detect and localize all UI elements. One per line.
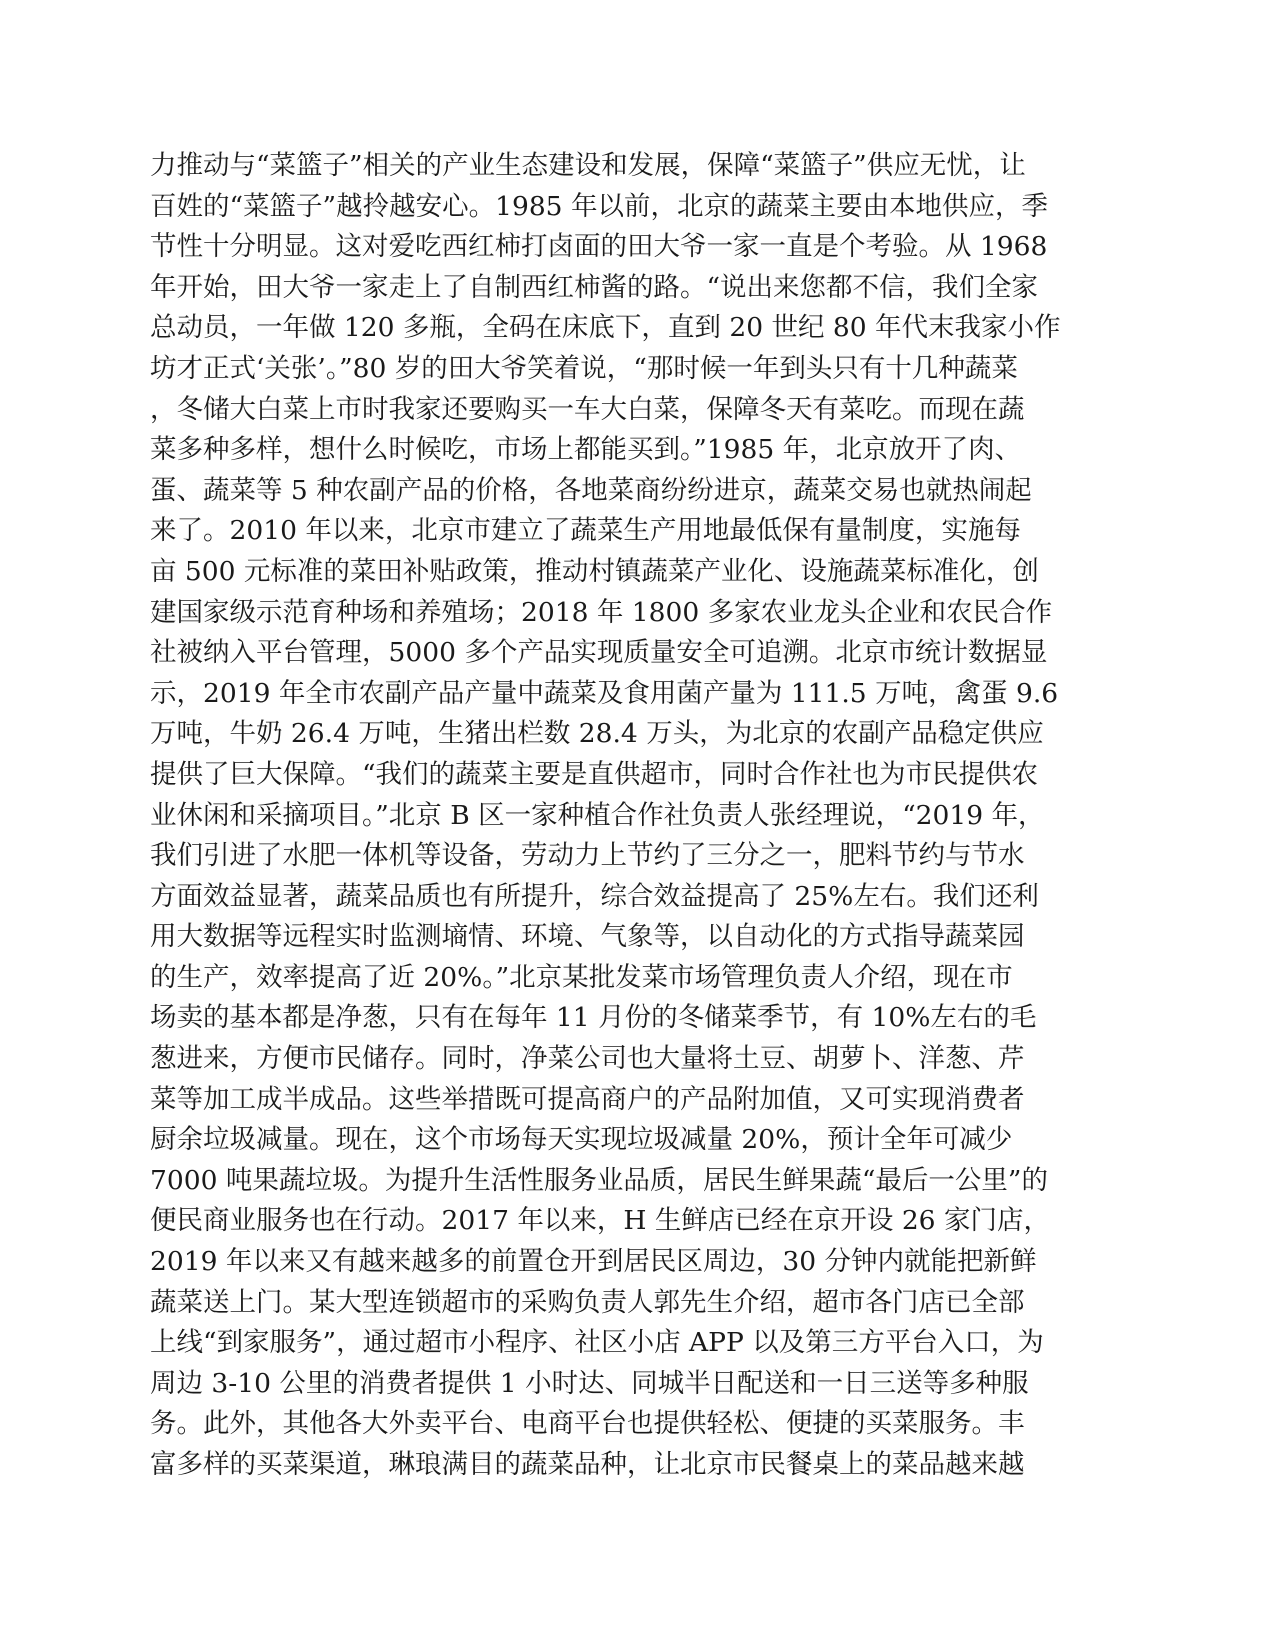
text-line: 年开始，田大爷一家走上了自制西红柿酱的路。“说出来您都不信，我们全家	[150, 271, 1039, 303]
text-line: 富多样的买菜渠道，琳琅满目的蔬菜品种，让北京市民餐桌上的菜品越来越	[150, 1449, 1025, 1480]
text-line: 业休闲和采摘项目。”北京 B 区一家种植合作社负责人张经理说，“2019 年，	[150, 799, 1045, 831]
text-line: 方面效益显著，蔬菜品质也有所提升，综合效益提高了 25%左右。我们还利	[150, 880, 1039, 912]
text-line: 提供了巨大保障。“我们的蔬菜主要是直供超市，同时合作社也为市民提供农	[150, 758, 1039, 790]
text-line: 7000 吨果蔬垃圾。为提升生活性服务业品质，居民生鲜果蔬“最后一公里”的	[150, 1164, 1048, 1196]
text-line: 蛋、蔬菜等 5 种农副产品的价格，各地菜商纷纷进京，蔬菜交易也就热闹起	[150, 474, 1032, 506]
text-line: 我们引进了水肥一体机等设备，劳动力上节约了三分之一，肥料节约与节水	[150, 840, 1025, 872]
text-line: 示，2019 年全市农副产品产量中蔬菜及食用菌产量为 111.5 万吨，禽蛋 9.6	[150, 677, 1059, 709]
text-line: 上线“到家服务”，通过超市小程序、社区小店 APP 以及第三方平台入口，为	[150, 1327, 1044, 1359]
text-line: 节性十分明显。这对爱吃西红柿打卤面的田大爷一家一直是个考验。从 1968	[150, 231, 1048, 263]
text-line: 总动员，一年做 120 多瓶，全码在床底下，直到 20 世纪 80 年代末我家小作	[150, 312, 1061, 344]
text-line: 葱进来，方便市民储存。同时，净菜公司也大量将土豆、胡萝卜、洋葱、芹	[150, 1043, 1025, 1075]
text-line: 社被纳入平台管理，5000 多个产品实现质量安全可追溯。北京市统计数据显	[150, 637, 1048, 669]
text-line: ，冬储大白菜上市时我家还要购买一车大白菜，保障冬天有菜吃。而现在蔬	[150, 393, 1025, 425]
text-line: 来了。2010 年以来，北京市建立了蔬菜生产用地最低保有量制度，实施每	[150, 515, 1021, 547]
text-line: 场卖的基本都是净葱，只有在每年 11 月份的冬储菜季节，有 10%左右的毛	[150, 1002, 1037, 1034]
text-line: 厨余垃圾减量。现在，这个市场每天实现垃圾减量 20%，预计全年可减少	[150, 1124, 1013, 1156]
text-line: 菜等加工成半成品。这些举措既可提高商户的产品附加值，又可实现消费者	[150, 1083, 1025, 1115]
text-line: 2019 年以来又有越来越多的前置仓开到居民区周边，30 分钟内就能把新鲜	[150, 1246, 1037, 1278]
text-line: 的生产，效率提高了近 20%。”北京某批发菜市场管理负责人介绍，现在市	[150, 961, 1013, 993]
text-line: 亩 500 元标准的菜田补贴政策，推动村镇蔬菜产业化、设施蔬菜标准化，创	[150, 555, 1039, 587]
text-line: 力推动与“菜篮子”相关的产业生态建设和发展，保障“菜篮子”供应无忧，让	[150, 150, 1026, 181]
text-line: 务。此外，其他各大外卖平台、电商平台也提供轻松、便捷的买菜服务。丰	[150, 1408, 1025, 1440]
text-line: 周边 3-10 公里的消费者提供 1 小时达、同城半日配送和一日三送等多种服	[150, 1367, 1029, 1399]
text-line: 坊才正式‘关张’。”80 岁的田大爷笑着说，“那时候一年到头只有十几种蔬菜	[150, 352, 1018, 384]
text-line: 便民商业服务也在行动。2017 年以来，H 生鲜店已经在京开设 26 家门店，	[150, 1205, 1050, 1237]
text-line: 万吨，牛奶 26.4 万吨，生猪出栏数 28.4 万头，为北京的农副产品稳定供应	[150, 718, 1044, 750]
text-line: 菜多种多样，想什么时候吃，市场上都能买到。”1985 年，北京放开了肉、	[150, 434, 1022, 466]
body-paragraph	[150, 146, 1100, 1486]
text-line: 建国家级示范育种场和养殖场；2018 年 1800 多家农业龙头企业和农民合作	[150, 596, 1053, 628]
text-line: 用大数据等远程实时监测墒情、环境、气象等，以自动化的方式指导蔬菜园	[150, 921, 1025, 953]
text-line: 百姓的“菜篮子”越拎越安心。1985 年以前，北京的蔬菜主要由本地供应，季	[150, 190, 1048, 222]
text-line: 蔬菜送上门。某大型连锁超市的采购负责人郭先生介绍，超市各门店已全部	[150, 1286, 1025, 1318]
